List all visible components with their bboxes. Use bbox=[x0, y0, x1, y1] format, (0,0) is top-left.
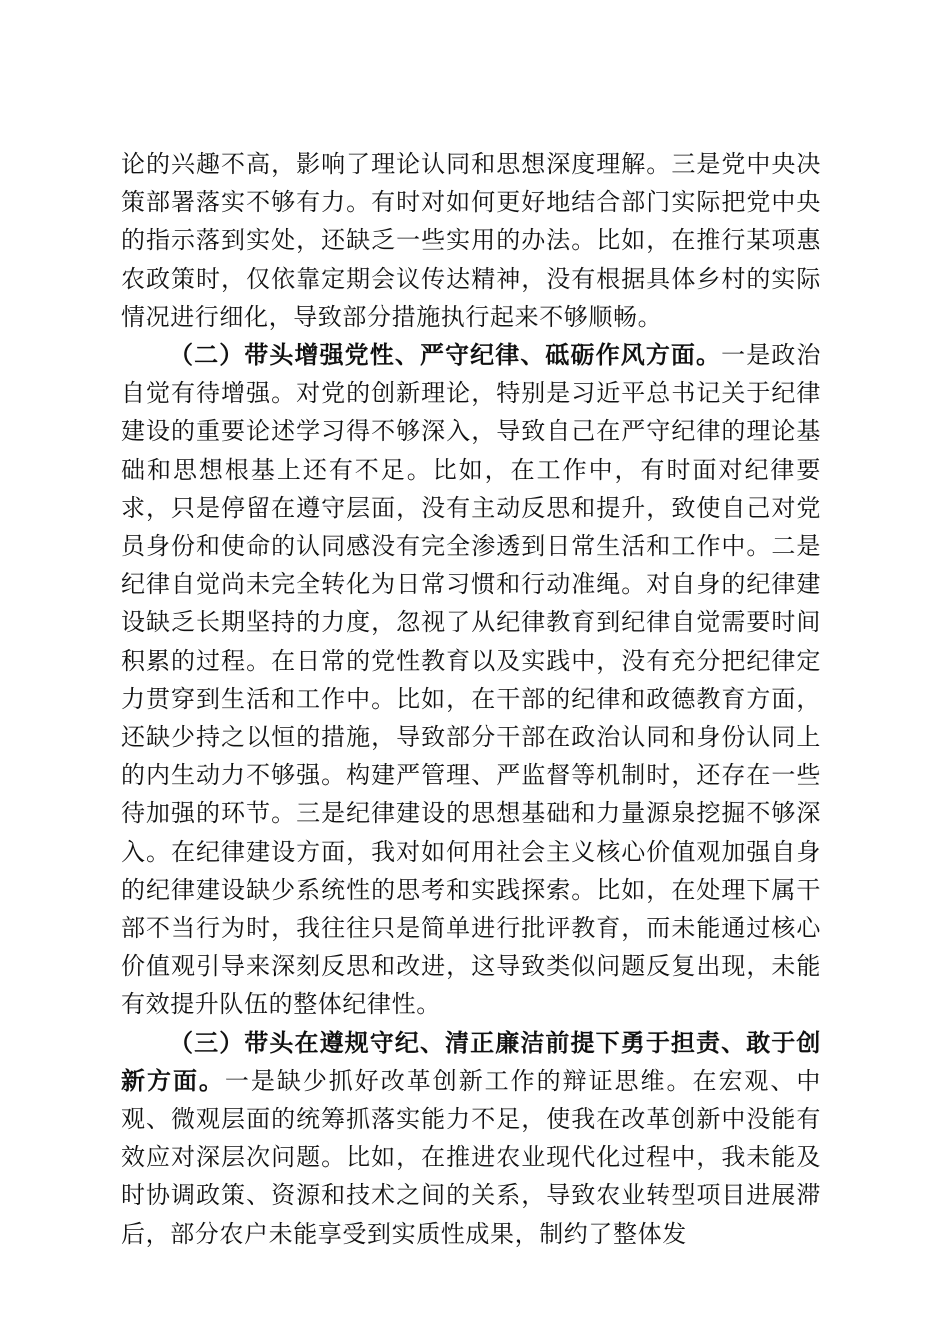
paragraph-text: 一是缺少抓好改革创新工作的辩证思维。在宏观、中观、微观层面的统筹抓落实能力不足，使我在改革创新中没能有效应对深层次问题。比如，在推进农业现代化过程中，我未能及时协调政策、资源和技术之间的关系，导致农业转型项目进展滞后，部分农户未能享受到实质性成果，制约了整体发 bbox=[121, 1066, 821, 1248]
document-body bbox=[121, 145, 821, 1253]
paragraph-continuation bbox=[121, 145, 821, 336]
paragraph-text: 论的兴趣不高，影响了理论认同和思想深度理解。三是党中央决策部署落实不够有力。有时对如何更好地结合部门实际把党中央的指示落到实处，还缺乏一些实用的办法。比如，在推行某项惠农政策时，仅依靠定期会议传达精神，没有根据具体乡村的实际情况进行细化，导致部分措施执行起来不够顺畅。 bbox=[121, 150, 821, 331]
section-heading: （三）带头在遵规守纪、清正廉洁前提下勇于担责、敢于创新方面。 bbox=[121, 1027, 821, 1095]
section-heading: （二）带头增强党性、严守纪律、砥砺作风方面。 bbox=[169, 340, 722, 370]
paragraph-section-three bbox=[121, 1024, 821, 1253]
paragraph-section-two bbox=[121, 336, 821, 1024]
paragraph-text: 一是政治自觉有待增强。对党的创新理论，特别是习近平总书记关于纪律建设的重要论述学习得不够深入，导致自己在严守纪律的理论基础和思想根基上还有不足。比如，在工作中，有时面对纪律要求，只是停留在遵守层面，没有主动反思和提升，致使自己对党员身份和使命的认同感没有完全渗透到日常生活和工作中。二是纪律自觉尚未完全转化为日常习惯和行动准绳。对自身的纪律建设缺乏长期坚持的力度，忽视了从纪律教育到纪律自觉需要时间积累的过程。在日常的党性教育以及实践中，没有充分把纪律定力贯穿到生活和工作中。比如，在干部的纪律和政德教育方面，还缺少持之以恒的措施，导致部分干部在政治认同和身份认同上的内生动力不够强。构建严管理、严监督等机制时，还存在一些待加强的环节。三是纪律建设的思想基础和力量源泉挖掘不够深入。在纪律建设方面，我对如何用社会主义核心价值观加强自身的纪律建设缺少系统性的思考和实践探索。比如，在处理下属干部不当行为时，我往往只是简单进行批评教育，而未能通过核心价值观引导来深刻反思和改进，这导致类似问题反复出现，未能有效提升队伍的整体纪律性。 bbox=[121, 341, 821, 1019]
